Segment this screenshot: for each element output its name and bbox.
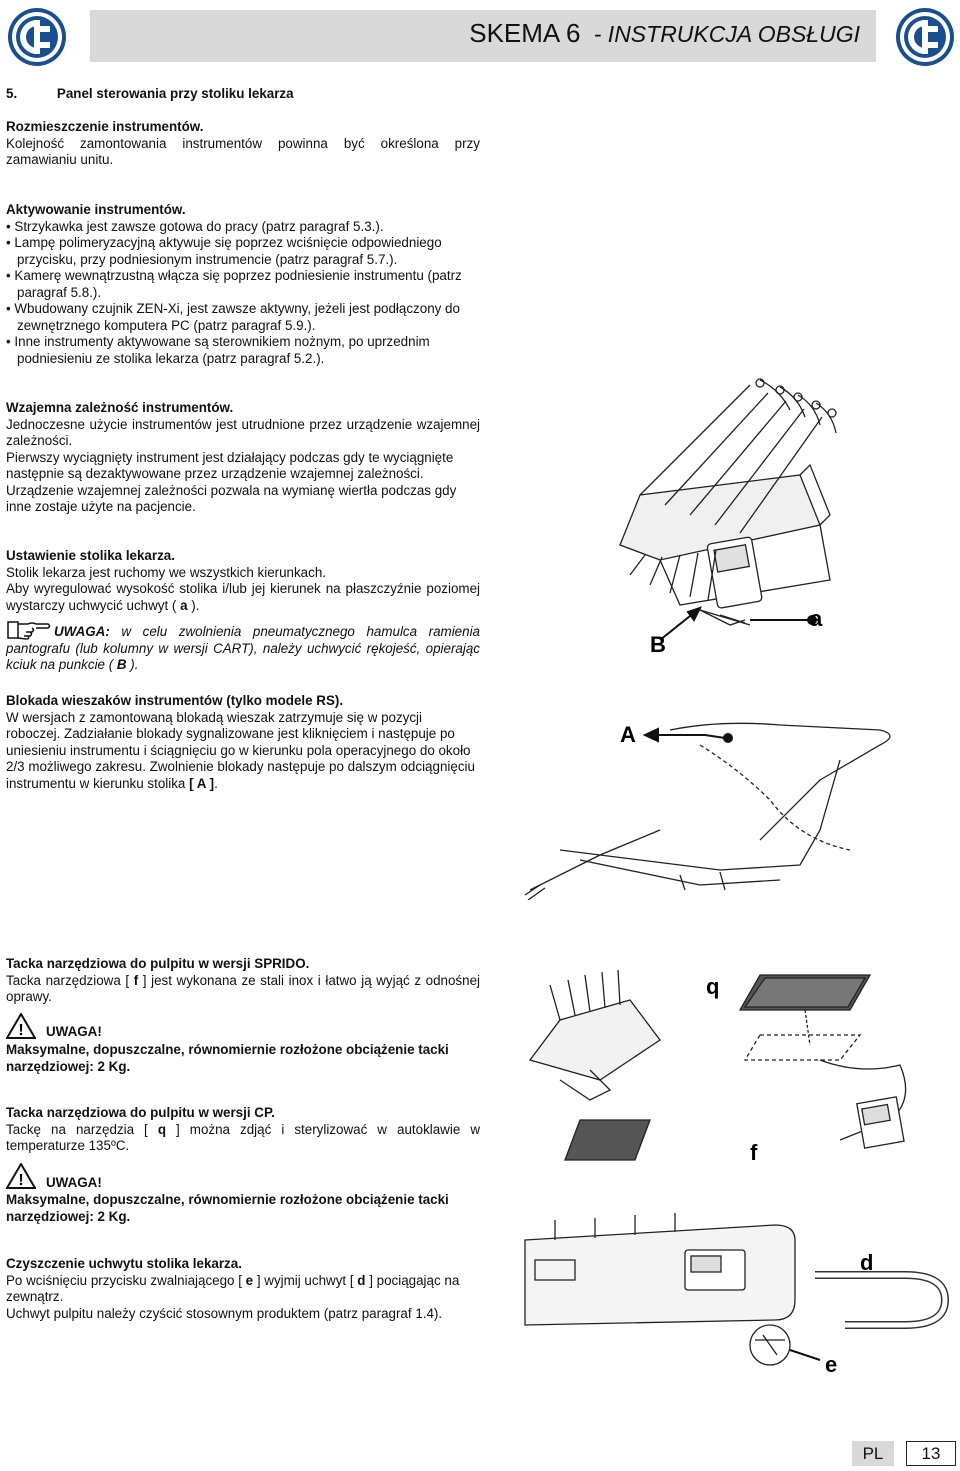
logo-right [894,6,956,68]
wzajemna-p2: Pierwszy wyciągnięty instrument jest działający podczas gdy te wyciągnięte następnie są dezaktywowane przez urządzenie wzajemnej zależności. [6,449,454,481]
aktywowanie-bullet: • Lampę polimeryzacyjną aktywuje się poprzez wciśnięcie odpowiedniego przycisku, przy podniesionym instrumencie (patrz paragraf 5.7.). [6,235,442,267]
czyszczenie-block [6,1256,480,1322]
label-f: f [750,1140,758,1165]
page-number: 13 [906,1441,956,1466]
page-title [469,18,860,49]
svg-text:!: ! [18,1022,24,1039]
header-bar [90,10,876,62]
label-a: a [810,606,823,631]
tacka-sprido-warning: UWAGA! [46,1024,102,1039]
warning-triangle-icon [6,1013,36,1039]
label-B: B [650,632,666,657]
section-number: 5. [6,86,18,101]
aktywowanie-block [6,202,480,367]
holder-lock-illustration [520,700,940,900]
handle-arrows-diagram [640,600,940,670]
section-heading [6,86,294,101]
tacka-cp-heading: Tacka narzędziowa do pulpitu w wersji CP. [6,1105,275,1120]
czyszczenie-heading: Czyszczenie uchwytu stolika lekarza. [6,1256,242,1271]
rozmieszczenie-body: Kolejność zamontowania instrumentów powinna być określona przy zamawianiu unitu. [6,135,480,167]
label-A: A [620,722,636,747]
wzajemna-heading: Wzajemna zależność instrumentów. [6,400,234,415]
aktywowanie-bullet: • Kamerę wewnątrzustną włącza się poprzez podniesienie instrumentu (patrz paragraf 5.8.). [6,268,462,300]
rozmieszczenie-block [6,119,480,169]
tacka-cp-block [6,1105,480,1155]
ustawienie-p2: Aby wyregulować wysokość stolika i/lub jej kierunek na płaszczyźnie poziomej wystarczy uchwycić uchwyt ( a ). [6,581,480,613]
logo-left [6,6,68,68]
tacka-cp-warning: UWAGA! [46,1175,102,1190]
tacka-sprido-body: Tacka narzędziowa [ f ] jest wykonana ze stali inox i łatwo ją wyjąć z odnośnej oprawy. [6,972,480,1004]
rozmieszczenie-heading: Rozmieszczenie instrumentów. [6,119,204,134]
ustawienie-heading: Ustawienie stolika lekarza. [6,548,175,563]
aktywowanie-bullet: • Inne instrumenty aktywowane są sterownikiem nożnym, po uprzednim podniesieniu ze stolika lekarza (patrz paragraf 5.2.). [6,334,430,366]
svg-text:!: ! [18,1172,24,1189]
tacka-cp-max: Maksymalne, dopuszczalne, równomiernie rozłożone obciążenie tacki narzędziowej: 2 Kg. [6,1192,449,1224]
wzajemna-p1: Jednoczesne użycie instrumentów jest utrudnione przez urządzenie wzajemnej zależności. [6,416,480,448]
warning-triangle-icon [6,1163,36,1189]
aktywowanie-heading: Aktywowanie instrumentów. [6,202,186,217]
manual-title: SKEMA 6 [469,18,581,48]
handle-cleaning-illustration [515,1210,955,1380]
aktywowanie-bullet: • Wbudowany czujnik ZEN-Xi, jest zawsze aktywny, jeżeli jest podłączony do zewnętrznego komputera PC (patrz paragraf 5.9.). [6,301,460,333]
blokada-body: W wersjach z zamontowaną blokadą wieszak zatrzymuje się w pozycji roboczej. Zadziałanie blokady sygnalizowane jest kliknięciem i następuje po uniesieniu instrumentu i ściągnięciu go w kierunku pola operacyjnego do około 2/3 możliwego zakresu. Zwolnienie blokady następuje po dalszym odciągnięciu instrumentu w kierunku stolika [ A ]. [6,709,475,791]
ustawienie-warning: UWAGA: w celu zwolnienia pneumatycznego hamulca ramienia pantografu (lub kolumny w wersji CART), należy uchwycić rękojeść, opierając kciuk na punkcie ( B ). [6,624,480,672]
label-e: e [825,1352,838,1377]
tacka-sprido-max: Maksymalne, dopuszczalne, równomiernie rozłożone obciążenie tacki narzędziowej: 2 Kg. [6,1042,449,1074]
language-badge: PL [852,1441,894,1466]
section-title: Panel sterowania przy stoliku lekarza [56,86,294,101]
tacka-sprido-heading: Tacka narzędziowa do pulpitu w wersji SPRIDO. [6,956,310,971]
czyszczenie-p2: Uchwyt pulpitu należy czyścić stosownym produktem (patrz paragraf 1.4). [6,1305,443,1321]
blokada-block [6,693,480,792]
ustawienie-block [6,548,480,614]
czyszczenie-p1: Po wciśnięciu przycisku zwalniającego [ e ] wyjmij uchwyt [ d ] pociągając na zewnątrz. [6,1272,460,1304]
tacka-cp-body: Tackę na narzędzia [ q ] można zdjąć i sterylizować w autoklawie w temperaturze 135ºC. [6,1121,480,1153]
ustawienie-p1: Stolik lekarza jest ruchomy we wszystkich kierunkach. [6,564,326,580]
label-q: q [706,974,720,999]
aktywowanie-bullet: • Strzykawka jest zawsze gotowa do pracy (patrz paragraf 5.3.). [6,218,384,234]
wzajemna-p3: Urządzenie wzajemnej zależności pozwala na wymianę wiertła podczas gdy inne zostaje użyte na pacjencie. [6,482,457,514]
label-d: d [860,1250,874,1275]
tray-illustration [520,960,940,1200]
manual-subtitle: - INSTRUKCJA OBSŁUGI [593,21,860,47]
wzajemna-block [6,400,480,516]
tacka-sprido-block [6,956,480,1006]
blokada-heading: Blokada wieszaków instrumentów (tylko modele RS). [6,693,344,708]
